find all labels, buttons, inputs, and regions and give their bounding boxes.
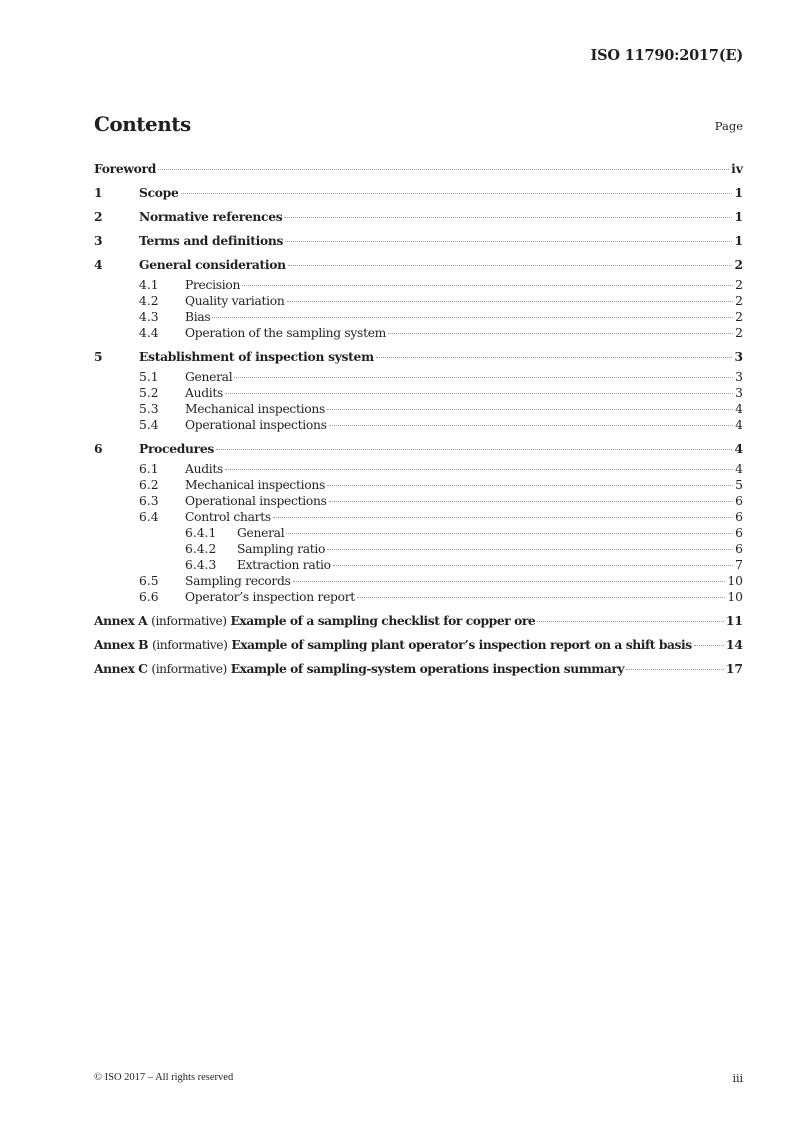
toc-page-number: 2: [735, 326, 743, 340]
toc-entry-operational-inspections[interactable]: [94, 493, 743, 509]
toc-entry-title: Normative references: [139, 209, 283, 224]
toc-entry-establishment-of-inspection-system[interactable]: [94, 345, 743, 369]
toc-entry-title: [94, 657, 624, 681]
dot-leader: [694, 645, 724, 646]
toc-entry-mechanical-inspections[interactable]: [94, 401, 743, 417]
dot-leader: [286, 533, 733, 534]
toc-entry-title: Bias: [185, 310, 211, 324]
toc-section-number: 6.5: [139, 574, 159, 588]
annex-type: (informative): [151, 662, 227, 676]
toc-entry-title: Mechanical inspections: [185, 402, 326, 416]
page-title: Contents: [94, 112, 191, 136]
toc-entry-title: Procedures: [139, 441, 215, 456]
toc-entry-title: [94, 633, 692, 657]
toc-page-number: 17: [725, 661, 743, 676]
dot-leader: [388, 333, 733, 334]
annex-title: Example of sampling plant operator’s inspection report on a shift basis: [231, 637, 692, 652]
toc-section-number: 5.3: [139, 402, 159, 416]
copyright-notice: © ISO 2017 – All rights reserved: [94, 1072, 234, 1083]
toc-entry-title: Operation of the sampling system: [185, 326, 387, 340]
toc-entry-title: General: [237, 526, 285, 540]
toc-section-number: 6.4.3: [185, 558, 217, 572]
toc-page-number: 4: [734, 441, 743, 456]
toc-entry-precision[interactable]: [94, 277, 743, 293]
dot-leader: [225, 469, 733, 470]
dot-leader: [327, 485, 733, 486]
toc-entry-annex-a[interactable]: [94, 609, 743, 633]
toc-entry-foreword[interactable]: [94, 157, 743, 181]
dot-leader: [293, 581, 726, 582]
toc-page-number: 4: [735, 418, 743, 432]
toc-entry-scope[interactable]: [94, 181, 743, 205]
dot-leader: [357, 597, 725, 598]
dot-leader: [285, 241, 732, 242]
toc-page-number: 7: [735, 558, 743, 572]
annex-label: Annex A: [94, 613, 148, 628]
toc-page-number: 5: [735, 478, 743, 492]
toc-section-number: 4: [94, 257, 103, 272]
toc-entry-title: Audits: [185, 386, 224, 400]
toc-entry-normative-references[interactable]: [94, 205, 743, 229]
dot-leader: [216, 449, 732, 450]
toc-entry-title: Operator’s inspection report: [185, 590, 355, 604]
dot-leader: [626, 669, 724, 670]
toc-section-number: 6.1: [139, 462, 159, 476]
dot-leader: [225, 393, 733, 394]
toc-page-number: 2: [735, 294, 743, 308]
document-id: ISO 11790:2017(E): [590, 47, 743, 64]
page-number: iii: [732, 1072, 743, 1085]
toc-entry-mechanical-inspections[interactable]: [94, 477, 743, 493]
dot-leader: [537, 621, 724, 622]
toc-entry-title: Operational inspections: [185, 494, 327, 508]
toc-section-number: 6.3: [139, 494, 159, 508]
dot-leader: [327, 549, 733, 550]
toc-page-number: 11: [725, 613, 743, 628]
toc-page-number: 1: [734, 209, 743, 224]
annex-label: Annex B: [94, 637, 149, 652]
toc-page-number: 3: [734, 349, 743, 364]
toc-page-number: 10: [727, 590, 743, 604]
toc-entry-sampling-records[interactable]: [94, 573, 743, 589]
toc-entry-title: Precision: [185, 278, 241, 292]
page-column-label: Page: [714, 119, 743, 133]
toc-entry-title: Control charts: [185, 510, 271, 524]
toc-entry-audits[interactable]: [94, 461, 743, 477]
toc-entry-general[interactable]: [94, 525, 743, 541]
dot-leader: [234, 377, 733, 378]
toc-page-number: 3: [735, 386, 743, 400]
toc-entry-audits[interactable]: [94, 385, 743, 401]
toc-entry-annex-c[interactable]: [94, 657, 743, 681]
toc-entry-sampling-ratio[interactable]: [94, 541, 743, 557]
toc-entry-title: Terms and definitions: [139, 233, 284, 248]
dot-leader: [329, 425, 734, 426]
toc-entry-title: Quality variation: [185, 294, 285, 308]
toc-entry-title: [94, 609, 535, 633]
toc-entry-extraction-ratio[interactable]: [94, 557, 743, 573]
toc-page-number: iv: [731, 161, 743, 176]
toc-entry-procedures[interactable]: [94, 437, 743, 461]
toc-page-number: 14: [725, 637, 743, 652]
toc-page-number: 1: [734, 185, 743, 200]
toc-entry-title: Foreword: [94, 161, 157, 176]
toc-entry-title: General consideration: [139, 257, 286, 272]
toc-entry-title: Scope: [139, 185, 179, 200]
toc-entry-operators-inspection-report[interactable]: [94, 589, 743, 605]
toc-section-number: 5.4: [139, 418, 159, 432]
toc-entry-annex-b[interactable]: [94, 633, 743, 657]
toc-entry-title: Extraction ratio: [237, 558, 331, 572]
toc-page-number: 2: [734, 257, 743, 272]
dot-leader: [329, 501, 734, 502]
toc-entry-title: Operational inspections: [185, 418, 327, 432]
toc-entry-control-charts[interactable]: [94, 509, 743, 525]
annex-label: Annex C: [94, 661, 148, 676]
toc-page-number: 6: [735, 526, 743, 540]
toc-entry-general[interactable]: [94, 369, 743, 385]
toc-entry-title: Mechanical inspections: [185, 478, 326, 492]
toc-entry-title: Sampling records: [185, 574, 291, 588]
toc-entry-quality-variation[interactable]: [94, 293, 743, 309]
toc-section-number: 6.4.1: [185, 526, 217, 540]
toc-entry-title: Sampling ratio: [237, 542, 326, 556]
dot-leader: [242, 285, 733, 286]
toc-entry-general-consideration[interactable]: [94, 253, 743, 277]
toc-page-number: 4: [735, 462, 743, 476]
dot-leader: [376, 357, 733, 358]
toc-entry-terms-and-definitions[interactable]: [94, 229, 743, 253]
toc-entry-title: Establishment of inspection system: [139, 349, 374, 364]
toc-section-number: 4.2: [139, 294, 159, 308]
toc-entry-operation-of-sampling-system[interactable]: [94, 325, 743, 341]
toc-page-number: 1: [734, 233, 743, 248]
dot-leader: [284, 217, 732, 218]
toc-entry-title: General: [185, 370, 233, 384]
toc-section-number: 6.4.2: [185, 542, 217, 556]
annex-type: (informative): [151, 614, 227, 628]
dot-leader: [288, 265, 733, 266]
dot-leader: [333, 565, 733, 566]
toc-page-number: 6: [735, 542, 743, 556]
toc-section-number: 4.4: [139, 326, 159, 340]
toc-entry-operational-inspections[interactable]: [94, 417, 743, 433]
toc-page-number: 2: [735, 310, 743, 324]
toc-section-number: 6.2: [139, 478, 159, 492]
annex-title: Example of a sampling checklist for copper ore: [230, 613, 536, 628]
toc-section-number: 5.1: [139, 370, 159, 384]
toc-section-number: 6.4: [139, 510, 159, 524]
dot-leader: [327, 409, 733, 410]
toc-section-number: 6.6: [139, 590, 159, 604]
toc-section-number: 2: [94, 209, 103, 224]
toc-page-number: 2: [735, 278, 743, 292]
annex-type: (informative): [151, 638, 228, 652]
toc-section-number: 6: [94, 441, 103, 456]
annex-title: Example of sampling-system operations inspection summary: [230, 661, 625, 676]
dot-leader: [287, 301, 734, 302]
toc-page-number: 10: [727, 574, 743, 588]
toc-page-number: 6: [735, 510, 743, 524]
dot-leader: [273, 517, 733, 518]
dot-leader: [212, 317, 733, 318]
toc-section-number: 3: [94, 233, 103, 248]
toc-section-number: 1: [94, 185, 103, 200]
toc-section-number: 5.2: [139, 386, 159, 400]
dot-leader: [158, 169, 729, 170]
dot-leader: [181, 193, 733, 194]
toc-entry-title: Audits: [185, 462, 224, 476]
toc-section-number: 4.3: [139, 310, 159, 324]
toc-page-number: 3: [735, 370, 743, 384]
toc-section-number: 4.1: [139, 278, 159, 292]
table-of-contents: [94, 157, 743, 681]
toc-entry-bias[interactable]: [94, 309, 743, 325]
toc-section-number: 5: [94, 349, 103, 364]
toc-page-number: 6: [735, 494, 743, 508]
toc-page-number: 4: [735, 402, 743, 416]
